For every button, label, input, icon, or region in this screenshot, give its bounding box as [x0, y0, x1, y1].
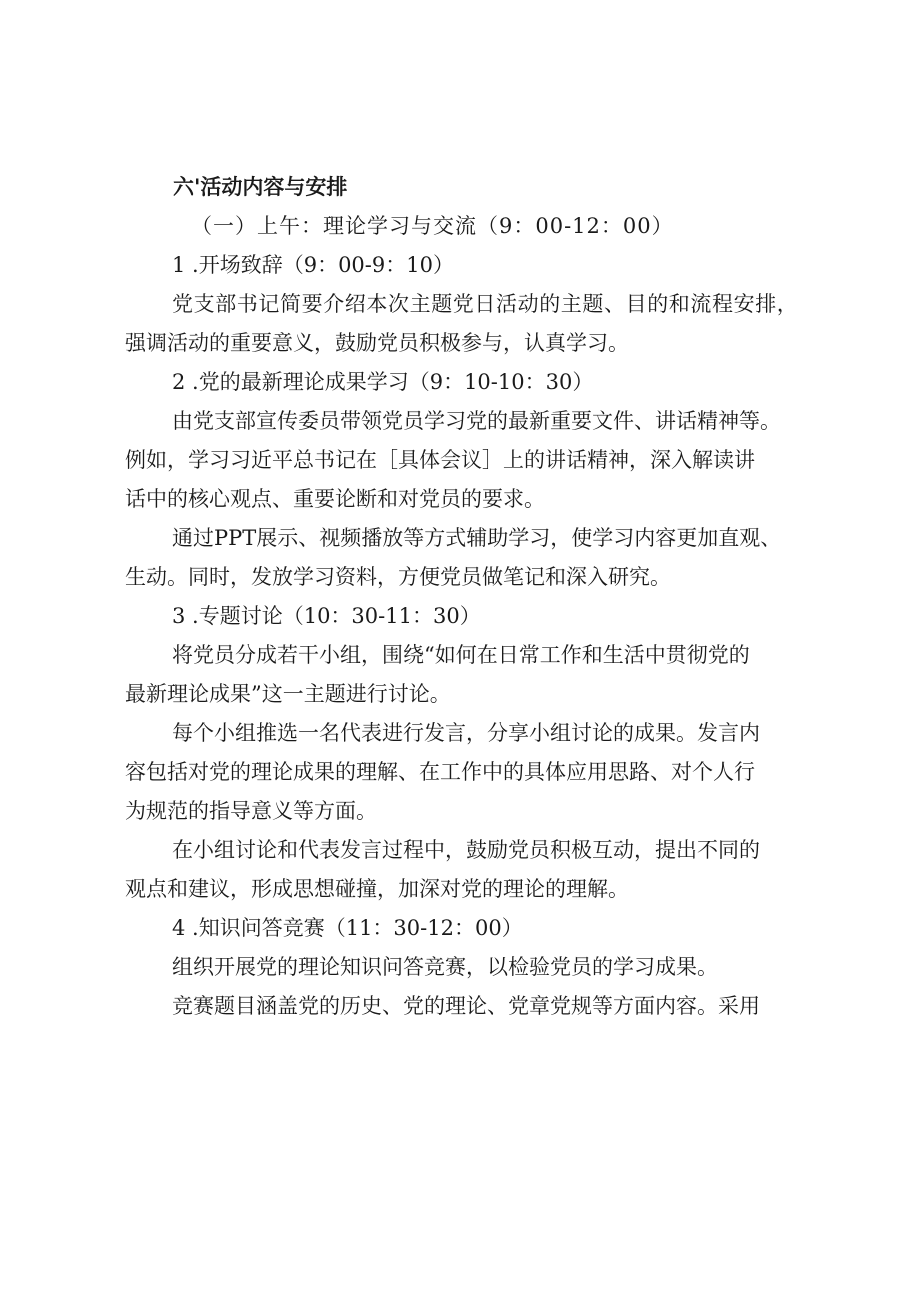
- paragraph-line: 例如，学习习近平总书记在［具体会议］上的讲话精神，深入解读讲: [125, 448, 755, 472]
- paragraph-line: 生动。同时，发放学习资料，方便党员做笔记和深入研究。: [125, 565, 671, 589]
- paragraph-line: 竞赛题目涵盖党的历史、党的理论、党章党规等方面内容。采用: [172, 994, 760, 1018]
- paragraph-2: [125, 402, 815, 519]
- paragraph-line: 最新理论成果”这一主题进行讨论。: [125, 682, 451, 706]
- paragraph-line: 通过PPT展示、视频播放等方式辅助学习，使学习内容更加直观、: [172, 526, 782, 550]
- paragraph-7: [125, 948, 815, 987]
- document-body: [125, 168, 815, 1026]
- paragraph-line: 组织开展党的理论知识问答竞赛，以检验党员的学习成果。: [172, 955, 718, 979]
- section-heading: 六'活动内容与安排: [173, 175, 348, 199]
- paragraph-line: 为规范的指导意义等方面。: [125, 799, 377, 823]
- paragraph-8: [125, 987, 815, 1026]
- paragraph-line: 观点和建议，形成思想碰撞，加深对党的理论的理解。: [125, 877, 629, 901]
- paragraph-line: 在小组讨论和代表发言过程中，鼓励党员积极互动，提出不同的: [172, 838, 760, 862]
- paragraph-5: [125, 714, 815, 831]
- paragraph-line: 党支部书记简要介绍本次主题党日活动的主题、目的和流程安排，: [172, 292, 799, 316]
- paragraph-3: [125, 519, 815, 597]
- paragraph-line: 强调活动的重要意义，鼓励党员积极参与，认真学习。: [125, 331, 629, 355]
- paragraph-line: 将党员分成若干小组，围绕“如何在日常工作和生活中贯彻党的: [172, 643, 750, 667]
- paragraph-6: [125, 831, 815, 909]
- paragraph-line: 由党支部宣传委员带领党员学习党的最新重要文件、讲话精神等。: [172, 409, 781, 433]
- paragraph-line: 每个小组推选一名代表进行发言，分享小组讨论的成果。发言内: [172, 721, 760, 745]
- item-heading-2: 2 .党的最新理论成果学习（9：10-10：30）: [172, 370, 594, 394]
- item-heading-1: 1 .开场致辞（9：00-9：10）: [172, 253, 454, 277]
- item-heading-4: 4 .知识问答竞赛（11：30-12：00）: [172, 916, 523, 940]
- paragraph-1: [125, 285, 815, 363]
- item-heading-3: 3 .专题讨论（10：30-11：30）: [172, 604, 481, 628]
- paragraph-line: 容包括对党的理论成果的理解、在工作中的具体应用思路、对个人行: [125, 760, 755, 784]
- paragraph-line: 话中的核心观点、重要论断和对党员的要求。: [125, 487, 545, 511]
- subsection-heading: （一）上午：理论学习与交流（9：00-12：00）: [191, 214, 674, 238]
- paragraph-4: [125, 636, 815, 714]
